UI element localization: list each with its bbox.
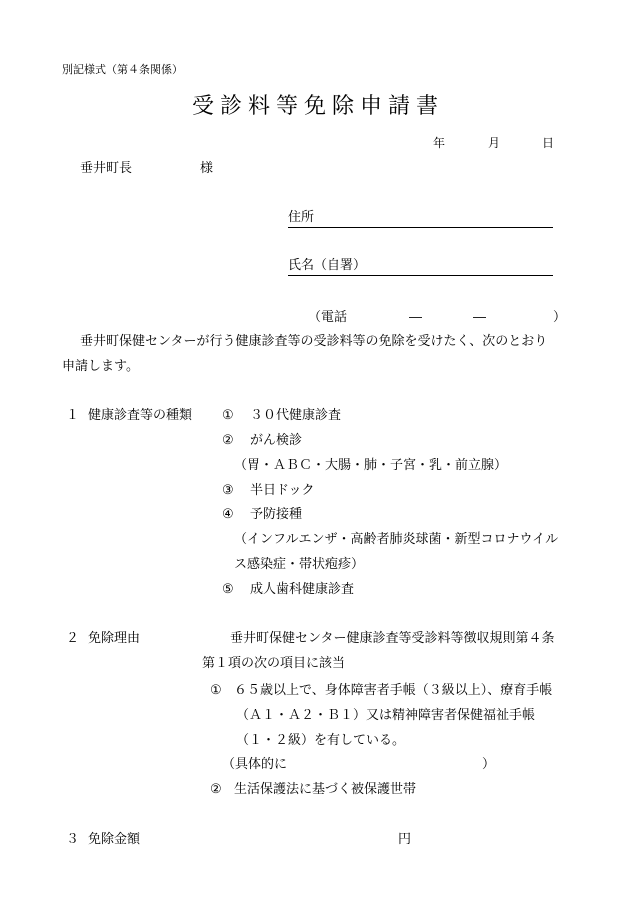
date-month-label: 月 bbox=[488, 136, 501, 150]
section2-item2-label: 生活保護法に基づく被保護世帯 bbox=[234, 782, 417, 797]
section1-item-mark: ② bbox=[222, 433, 234, 448]
honorific: 様 bbox=[200, 161, 214, 176]
section3-number: ３ bbox=[66, 832, 80, 847]
name-label: 氏名（自署） bbox=[288, 258, 367, 273]
section2-item1-mark: ① bbox=[210, 683, 222, 698]
section1-item-mark: ③ bbox=[222, 483, 234, 498]
exemption-amount-unit: 円 bbox=[398, 832, 412, 847]
address-label: 住所 bbox=[288, 210, 315, 225]
phone-close: ） bbox=[553, 310, 567, 325]
section2-item1-line-3: （１・２級）を有している。 bbox=[236, 733, 406, 748]
section1-item-label: がん検診 bbox=[250, 433, 303, 448]
date-year-label: 年 bbox=[433, 136, 446, 150]
section3-heading: 免除金額 bbox=[88, 832, 141, 847]
name-field-line[interactable] bbox=[288, 275, 553, 276]
specific-details-label: （具体的に bbox=[222, 757, 288, 772]
phone-dash-1: ― bbox=[409, 310, 422, 325]
section1-item-mark: ④ bbox=[222, 507, 234, 522]
specific-details-close: ） bbox=[482, 757, 496, 772]
section2-heading: 免除理由 bbox=[88, 631, 141, 646]
section1-item-label: ３０代健康診査 bbox=[250, 408, 342, 423]
section1-heading: 健康診査等の種類 bbox=[88, 408, 193, 423]
section1-item-label: （胃・ＡＢＣ・大腸・肺・子宮・乳・前立腺） bbox=[234, 458, 508, 473]
section1-item-label: 半日ドック bbox=[250, 483, 315, 498]
date-day-label: 日 bbox=[542, 136, 555, 150]
page-title: 受診料等免除申請書 bbox=[192, 94, 445, 119]
section2-item2-mark: ② bbox=[210, 782, 222, 797]
section1-item-label: 成人歯科健康診査 bbox=[250, 582, 355, 597]
form-note: 別記様式（第４条関係） bbox=[62, 63, 183, 76]
addressee: 垂井町長 bbox=[80, 161, 133, 176]
section1-item-mark: ⑤ bbox=[222, 582, 234, 597]
intro-line-1: 垂井町保健センターが行う健康診査等の受診料等の免除を受けたく、次のとおり bbox=[80, 334, 548, 349]
section1-number: １ bbox=[66, 408, 80, 423]
section1-item-label: 予防接種 bbox=[250, 507, 303, 522]
section2-rule-line-1: 垂井町保健センター健康診査等受診料等徴収規則第４条 bbox=[230, 631, 555, 646]
section2-rule-line-2: 第１項の次の項目に該当 bbox=[202, 656, 346, 671]
section1-item-mark: ① bbox=[222, 408, 234, 423]
section1-item-label: ス感染症・帯状疱疹） bbox=[234, 557, 365, 572]
address-field-line[interactable] bbox=[288, 227, 553, 228]
phone-label: （電話 bbox=[308, 310, 348, 325]
phone-dash-2: ― bbox=[473, 310, 486, 325]
section2-item1-line-1: ６５歳以上で、身体障害者手帳（３級以上）、療育手帳 bbox=[234, 683, 553, 698]
section2-item1-line-2: （Ａ１・Ａ２・Ｂ１）又は精神障害者保健福祉手帳 bbox=[236, 708, 536, 723]
section1-item-label: （インフルエンザ・高齢者肺炎球菌・新型コロナウイル bbox=[234, 532, 559, 547]
section2-number: ２ bbox=[66, 631, 80, 646]
intro-line-2: 申請します。 bbox=[62, 359, 139, 374]
